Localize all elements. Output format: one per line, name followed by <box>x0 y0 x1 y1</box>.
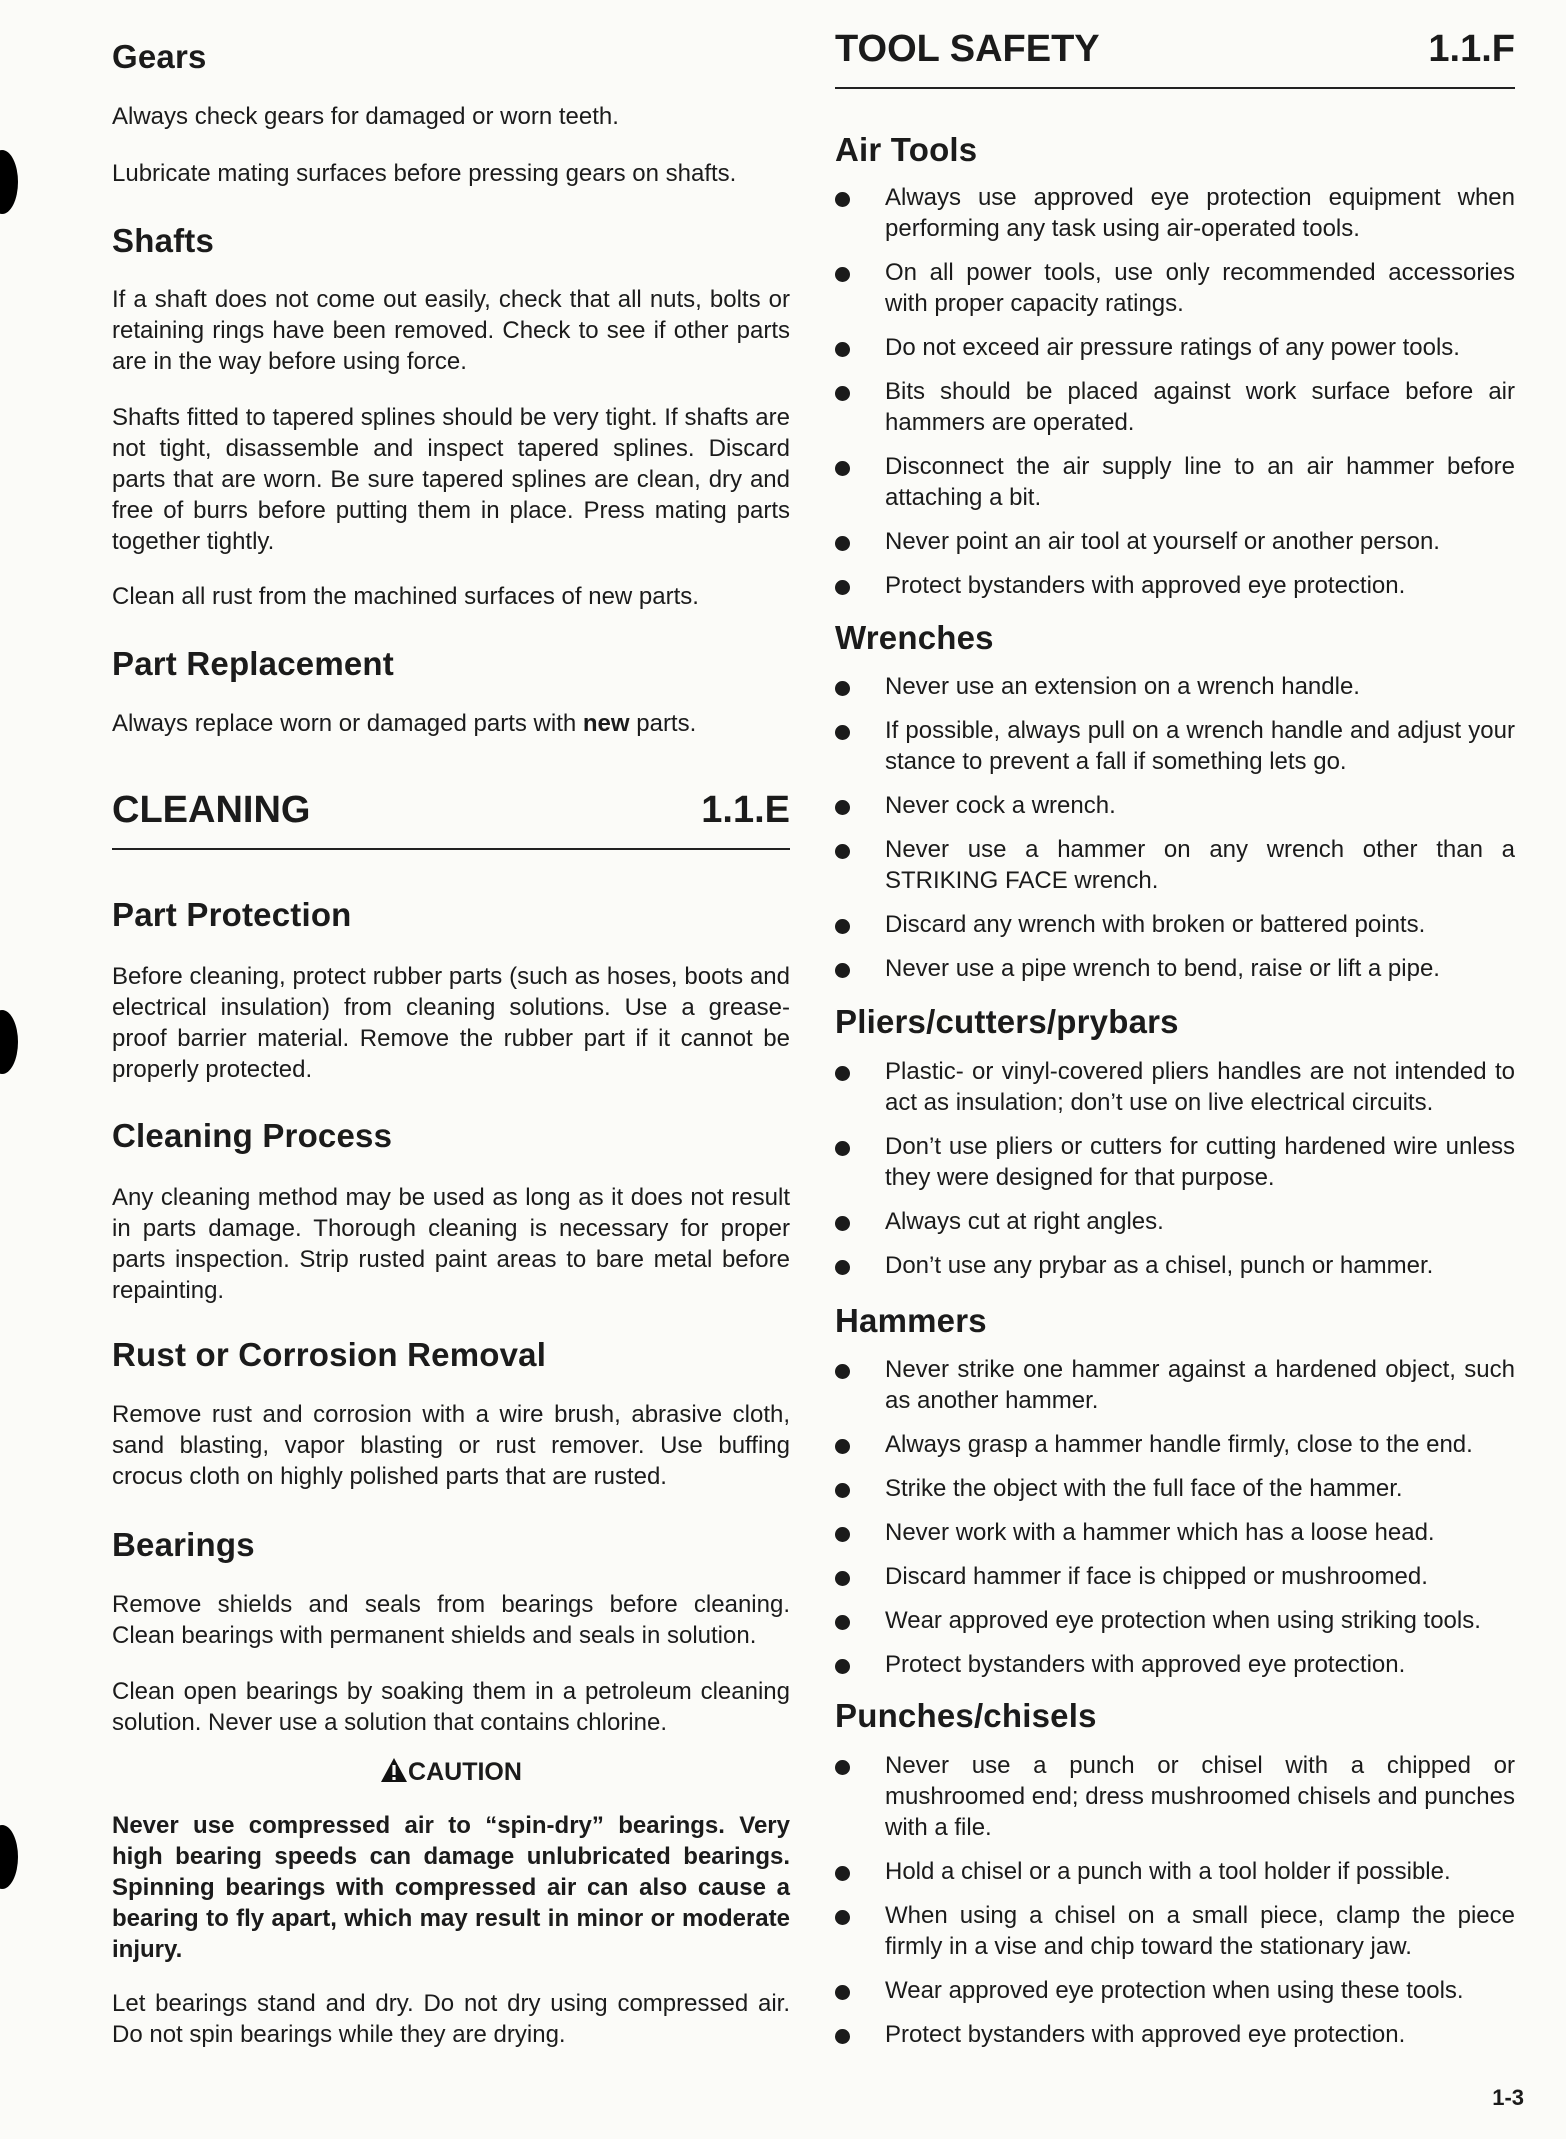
list-item-text: Wear approved eye protection when using striking tools. <box>885 1607 1481 1634</box>
section-heading-part-replacement: Part Replacement <box>112 645 394 682</box>
section-title-text: TOOL SAFETY <box>835 28 1100 70</box>
bullet-icon <box>835 461 850 476</box>
list-item <box>835 1561 1515 1592</box>
list-item-text: Do not exceed air pressure ratings of any power tools. <box>885 334 1460 361</box>
list-item-text: Never cock a wrench. <box>885 792 1116 819</box>
bullet-icon <box>835 681 850 696</box>
bullet-icon <box>835 1439 850 1454</box>
list-item-text: Discard any wrench with broken or battered points. <box>885 911 1426 938</box>
bullet-icon <box>835 1066 850 1081</box>
list-item <box>835 834 1515 896</box>
list-item-text: Discard hammer if face is chipped or mushroomed. <box>885 1563 1428 1590</box>
bullet-icon <box>835 192 850 207</box>
paragraph-part-replacement <box>112 708 790 739</box>
bullet-icon <box>835 725 850 740</box>
list-item <box>835 376 1515 438</box>
page-number: 1-3 <box>1492 2085 1524 2110</box>
list-item <box>835 1975 1515 2006</box>
caution-label <box>112 1757 790 1787</box>
list-item-text: Hold a chisel or a punch with a tool holder if possible. <box>885 1858 1451 1885</box>
list-item <box>835 526 1515 557</box>
list-item-text: Never use a pipe wrench to bend, raise or lift a pipe. <box>885 955 1440 982</box>
section-heading-hammers: Hammers <box>835 1302 987 1339</box>
list-item-text: Don’t use any prybar as a chisel, punch or hammer. <box>885 1252 1434 1279</box>
bullet-icon <box>835 2029 850 2044</box>
section-number: 1.1.E <box>701 789 790 831</box>
paragraph: Let bearings stand and dry. Do not dry using compressed air. Do not spin bearings while they are drying. <box>112 1990 790 2048</box>
list-item-text: If possible, always pull on a wrench handle and adjust your stance to prevent a fall if something lets go. <box>885 717 1515 775</box>
hammers-list <box>835 1354 1515 1693</box>
list-item <box>835 1750 1515 1843</box>
list-item <box>835 1131 1515 1193</box>
bullet-icon <box>835 1483 850 1498</box>
bullet-icon <box>835 1260 850 1275</box>
bullet-icon <box>835 1141 850 1156</box>
paragraph: Remove rust and corrosion with a wire brush, abrasive cloth, sand blasting, vapor blasting or rust remover. Use buffing crocus cloth on highly polished parts that are rusted. <box>112 1401 790 1490</box>
section-heading-bearings: Bearings <box>112 1526 255 1563</box>
bullet-icon <box>835 580 850 595</box>
bullet-icon <box>835 1571 850 1586</box>
list-item <box>835 2019 1515 2050</box>
list-item-text: Strike the object with the full face of the hammer. <box>885 1475 1403 1502</box>
list-item <box>835 790 1515 821</box>
paragraph: Any cleaning method may be used as long as it does not result in parts damage. Thorough cleaning is necessary for proper parts inspection. Strip rusted paint areas to bare metal before repainting. <box>112 1184 790 1304</box>
bullet-icon <box>835 1364 850 1379</box>
paragraph: Clean open bearings by soaking them in a petroleum cleaning solution. Never use a solution that contains chlorine. <box>112 1678 790 1736</box>
section-heading-wrenches: Wrenches <box>835 619 994 656</box>
bullet-icon <box>835 800 850 815</box>
bold-text: new <box>582 710 630 737</box>
bullet-icon <box>835 1615 850 1630</box>
list-item <box>835 953 1515 984</box>
paragraph: Always check gears for damaged or worn teeth. <box>112 103 619 130</box>
list-item <box>835 1473 1515 1504</box>
list-item-text: Wear approved eye protection when using these tools. <box>885 1977 1464 2004</box>
list-item <box>835 1206 1515 1237</box>
list-item-text: Never use a hammer on any wrench other than a STRIKING FACE wrench. <box>885 836 1515 894</box>
list-item <box>835 1605 1515 1636</box>
section-title-tool-safety <box>835 28 1515 89</box>
bullet-icon <box>835 1659 850 1674</box>
list-item-text: Never use an extension on a wrench handle. <box>885 673 1360 700</box>
list-item <box>835 1649 1515 1680</box>
bullet-icon <box>835 963 850 978</box>
caution-text: CAUTION <box>408 1758 522 1786</box>
list-item-text: Never use a punch or chisel with a chipped or mushroomed end; dress mushroomed chisels and punches with a file. <box>885 1752 1515 1841</box>
section-title-text: CLEANING <box>112 789 311 831</box>
list-item <box>835 1517 1515 1548</box>
list-item-text: Protect bystanders with approved eye protection. <box>885 2021 1406 2048</box>
list-item-text: Protect bystanders with approved eye protection. <box>885 572 1406 599</box>
warning-triangle-icon <box>380 1757 408 1783</box>
section-number: 1.1.F <box>1428 28 1515 70</box>
section-heading-rust-removal: Rust or Corrosion Removal <box>112 1336 547 1373</box>
paragraph: Remove shields and seals from bearings before cleaning. Clean bearings with permanent shields and seals in solution. <box>112 1591 790 1649</box>
list-item-text: When using a chisel on a small piece, clamp the piece firmly in a vise and chip toward the stationary jaw. <box>885 1902 1515 1960</box>
air-tools-list <box>835 182 1515 614</box>
list-item-text: Plastic- or vinyl-covered pliers handles are not intended to act as insulation; don’t use on live electrical circuits. <box>885 1058 1515 1116</box>
list-item <box>835 715 1515 777</box>
list-item <box>835 1250 1515 1281</box>
binder-hole <box>0 1010 18 1074</box>
list-item-text: Never strike one hammer against a hardened object, such as another hammer. <box>885 1356 1515 1414</box>
paragraph: Clean all rust from the machined surfaces of new parts. <box>112 583 699 610</box>
section-heading-punches: Punches/chisels <box>835 1697 1097 1734</box>
bullet-icon <box>835 919 850 934</box>
caution-message: Never use compressed air to “spin-dry” bearings. Very high bearing speeds can damage unlubricated bearings. Spinning bearings with compressed air can also cause a bearing to fly apart, which may result in minor or moderate injury. <box>112 1812 790 1963</box>
bullet-icon <box>835 386 850 401</box>
bullet-icon <box>835 1985 850 2000</box>
list-item-text: Never work with a hammer which has a loose head. <box>885 1519 1435 1546</box>
list-item <box>835 182 1515 244</box>
section-heading-air-tools: Air Tools <box>835 131 978 168</box>
list-item-text: Always cut at right angles. <box>885 1208 1164 1235</box>
bullet-icon <box>835 1760 850 1775</box>
list-item <box>835 1056 1515 1118</box>
binder-hole <box>0 150 18 214</box>
list-item <box>835 570 1515 601</box>
punches-list <box>835 1750 1515 2063</box>
pliers-list <box>835 1056 1515 1294</box>
list-item-text: On all power tools, use only recommended accessories with proper capacity ratings. <box>885 259 1515 317</box>
list-item <box>835 1900 1515 1962</box>
bullet-icon <box>835 536 850 551</box>
list-item <box>835 671 1515 702</box>
bullet-icon <box>835 267 850 282</box>
text: Always replace worn or damaged parts with <box>112 710 583 737</box>
list-item-text: Bits should be placed against work surface before air hammers are operated. <box>885 378 1515 436</box>
list-item-text: Never point an air tool at yourself or another person. <box>885 528 1440 555</box>
list-item <box>835 451 1515 513</box>
list-item <box>835 1354 1515 1416</box>
paragraph: Lubricate mating surfaces before pressing gears on shafts. <box>112 160 737 187</box>
section-heading-shafts: Shafts <box>112 222 215 259</box>
section-title-cleaning <box>112 789 790 850</box>
bullet-icon <box>835 1216 850 1231</box>
list-item-text: Protect bystanders with approved eye protection. <box>885 1651 1406 1678</box>
bullet-icon <box>835 1910 850 1925</box>
list-item <box>835 332 1515 363</box>
list-item-text: Always use approved eye protection equipment when performing any task using air-operated tools. <box>885 184 1515 242</box>
section-heading-gears: Gears <box>112 38 207 75</box>
section-heading-part-protection: Part Protection <box>112 896 352 933</box>
bullet-icon <box>835 1866 850 1881</box>
section-heading-cleaning-process: Cleaning Process <box>112 1117 393 1154</box>
list-item <box>835 909 1515 940</box>
list-item <box>835 1856 1515 1887</box>
bullet-icon <box>835 1527 850 1542</box>
bullet-icon <box>835 342 850 357</box>
section-heading-pliers: Pliers/cutters/prybars <box>835 1003 1179 1040</box>
binder-hole <box>0 1825 18 1889</box>
wrenches-list <box>835 671 1515 997</box>
list-item <box>835 1429 1515 1460</box>
paragraph: If a shaft does not come out easily, check that all nuts, bolts or retaining rings have been removed. Check to see if other parts are in the way before using force. <box>112 286 790 375</box>
list-item-text: Disconnect the air supply line to an air hammer before attaching a bit. <box>885 453 1515 511</box>
list-item-text: Always grasp a hammer handle firmly, close to the end. <box>885 1431 1473 1458</box>
list-item <box>835 257 1515 319</box>
list-item-text: Don’t use pliers or cutters for cutting hardened wire unless they were designed for that purpose. <box>885 1133 1515 1191</box>
paragraph: Shafts fitted to tapered splines should be very tight. If shafts are not tight, disassemble and inspect tapered splines. Discard parts that are worn. Be sure tapered splines are clean, dry and free of burrs before putting them in place. Press mating parts together tightly. <box>112 404 790 555</box>
text: parts. <box>629 710 697 737</box>
paragraph: Before cleaning, protect rubber parts (such as hoses, boots and electrical insulation) from cleaning solutions. Use a grease-proof barrier material. Remove the rubber part if it cannot be properly protected. <box>112 963 790 1083</box>
bullet-icon <box>835 844 850 859</box>
